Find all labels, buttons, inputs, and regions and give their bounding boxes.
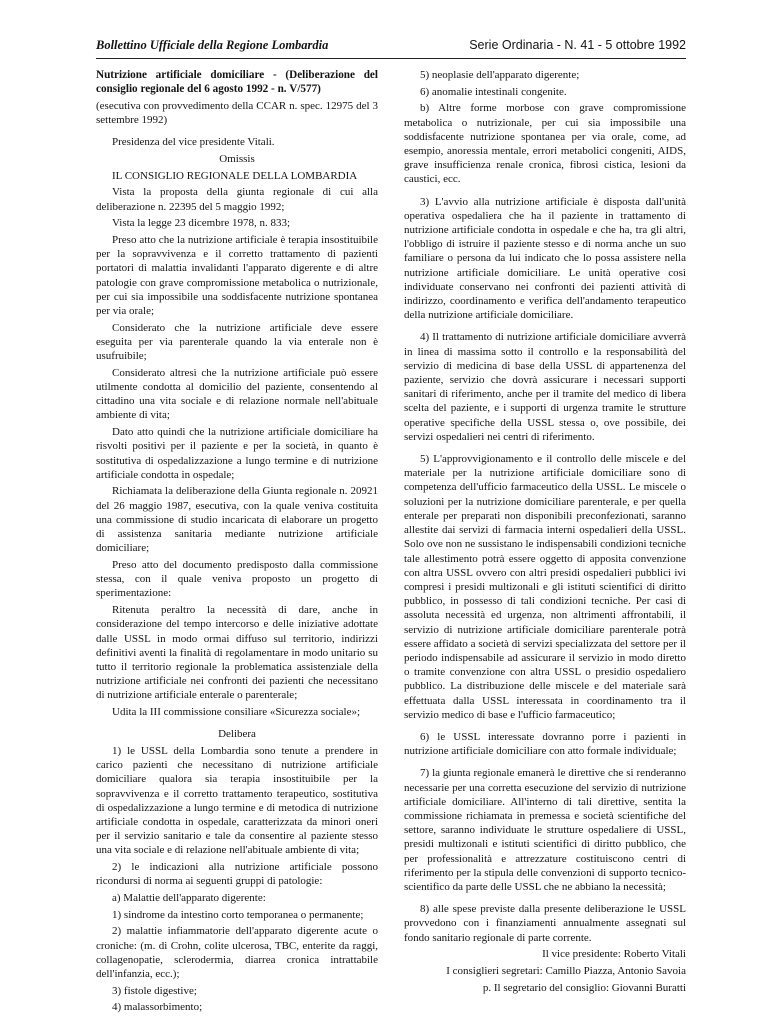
premise-paragraph: Preso atto del documento predisposto dalla commissione stessa, con il quale veniva proposto un progetto di sperimentazione: (96, 559, 378, 600)
premise-paragraph: Vista la legge 23 dicembre 1978, n. 833; (112, 217, 291, 230)
execution-note: (esecutiva con provvedimento della CCAR n. spec. 12975 del 3 settembre 1992) (96, 99, 378, 127)
premise-paragraph: Richiamata la deliberazione della Giunta regionale n. 20921 del 26 maggio 1987, esecutiva, con la quale veniva costituita una commissione di studio incaricata di elaborare un progetto di assistenza sanitaria mediante nutrizione artificiale domiciliare; (96, 485, 378, 555)
resolution-subitem: a) Malattie dell'apparato digerente: (112, 891, 266, 904)
omissis-line: Omissis (219, 153, 255, 166)
resolution-item: 7) la giunta regionale emanerà le direttive che si renderanno necessarie per una corretta esecuzione del servizio di nutrizione artificiale domiciliare. All'interno di tali direttive, sentita la commissione richiamata in premessa e società scientifiche del settore, saranno individuate le strutture ospedaliere di USSL, presidi multizonali e istituti scientifici di diritto pubblico, che per professionalità e attrezzature costituiscono centri di riferimento per la stipula delle convenzioni di supporto tecnico-scientifico da parte delle USSL che ne abbiano la necessità; (404, 767, 686, 893)
premise-paragraph: Considerato altresì che la nutrizione artificiale può essere utilmente condotta al domicilio del paziente, consentendo al cittadino una vita sociale e di relazione normale nell'abituale ambiente di vita; (96, 366, 378, 422)
page-header (96, 38, 686, 59)
issue-info: Serie Ordinaria - N. 41 - 5 ottobre 1992 (469, 38, 686, 52)
resolution-subitem: 3) fistole digestive; (112, 984, 197, 997)
resolution-subitem: 2) malattie infiammatorie dell'apparato digerente acute o croniche: (m. di Crohn, colite ulcerosa, TBC, enterite da raggi, collagenopatie, sclerodermia, diarrea cronica intrattabile dell'infanzia, ecc.); (96, 925, 378, 980)
signature-council-secretary: p. Il segretario del consiglio: Giovanni Buratti (482, 981, 686, 994)
resolution-item: 6) le USSL interessate dovranno porre i pazienti in nutrizione artificiale domiciliare con atto formale individuale; (404, 730, 686, 758)
resolution-item: 8) alle spese previste dalla presente deliberazione le USSL provvedono con i finanziamenti annualmente assegnati sul fondo sanitario regionale di parte corrente. (404, 903, 686, 944)
resolution-subitem: b) Altre forme morbose con grave compromissione metabolica o nutrizionale, per cui sia impossibile una soddisfacente nutrizione spontanea per via orale, come, ad esempio, anoressia mentale, errori metabolici congeniti, AIDS, grave insufficienza renale cronica, fibrosi cistica, lesioni da caustici, ecc. (404, 102, 686, 186)
delibera-heading: Delibera (218, 728, 256, 741)
publication-title: Bollettino Ufficiale della Regione Lombardia (96, 38, 329, 52)
premise-paragraph: Considerato che la nutrizione artificiale deve essere eseguita per via parenterale quando la via enterale non è usufruibile; (96, 321, 378, 363)
resolution-subitem: 6) anomalie intestinali congenite. (420, 85, 567, 98)
council-heading: IL CONSIGLIO REGIONALE DELLA LOMBARDIA (112, 169, 358, 182)
signature-vice-president: Il vice presidente: Roberto Vitali (542, 948, 686, 961)
presidency-line: Presidenza del vice presidente Vitali. (112, 136, 275, 149)
left-column (96, 68, 378, 1017)
resolution-subitem: 1) sindrome da intestino corto temporanea o permanente; (112, 908, 364, 921)
resolution-subitem: 4) malassorbimento; (112, 1001, 203, 1014)
premise-paragraph: Vista la proposta della giunta regionale di cui alla deliberazione n. 22395 del 5 maggio 1992; (96, 186, 378, 213)
resolution-item: 5) L'approvvigionamento e il controllo delle miscele e del materiale per la nutrizione artificiale domiciliare sono di competenza dell'ufficio farmaceutico della USSL. Le miscele o soluzioni per la nutrizione domiciliare parenterale, e per quella enterale per preparati non disponibili preconfezionati, saranno allestite dai servizi di farmacia interni ospedalieri della USSL. Solo ove non ne sussistano le indispensabili condizioni tecniche tale allestimento potrà essere oggetto di apposita convenzione con altra USSL ovvero con altri presidi ospedalieri pubblici ivi compresi i presidi multizonali e gli istituti scientifici di diritto pubblico, in possesso di tali condizioni tecniche. Per casi di assoluta necessità ed urgenza, non altrimenti affrontabili, il servizio di nutrizione artificiale domiciliare parenterale potrà essere affidato a società di servizi specializzata del settore per il periodo indispensabile ad assicurare il servizio in modo diretto o tramite convenzione con altra USSL o presidio ospedaliero pubblico. La distribuzione delle miscele e del materiale sarà effettuata dalla USSL interessata in coordinamento tra il servizio medico di base e l'ufficio farmaceutico; (404, 453, 686, 721)
resolution-item: 3) L'avvio alla nutrizione artificiale è disposta dall'unità operativa ospedaliera che ha il paziente in trattamento di nutrizione artificiale condotta in ospedale e che ha, tra gli altri, l'obbligo di istruire il paziente stesso e di norma anche un suo familiare o persona da lui indicato che lo possa assistere nella nutrizione artificiale domiciliare. Le unità operative così individuate conservano nei confronti dei pazienti attività di indirizzo, coordinamento e verifica dell'andamento terapeutico della nutrizione artificiale domiciliare. (404, 195, 686, 322)
premise-paragraph: Ritenuta peraltro la necessità di dare, anche in considerazione del tempo intercorso e delle iniziative adottate dalle USSL in modo ormai diffuso sul territorio, indirizzi definitivi aventi la finalità di regolamentare in modo unitario su tutto il territorio regionale la problematica assistenziale della nutrizione artificiale nei confronti dei pazienti che necessitano di nutrizione artificiale enterale o parenterale; (96, 604, 378, 702)
premise-paragraph: Dato atto quindi che la nutrizione artificiale domiciliare ha risvolti positivi per il paziente e per la società, in quanto è sostitutiva di ospedalizzazione a lungo termine e di nutrizione artificiale condotta in ospedale; (96, 426, 378, 481)
premise-paragraph: Udita la III commissione consiliare «Sicurezza sociale»; (112, 706, 361, 719)
document-title: Nutrizione artificiale domiciliare - (Deliberazione del consiglio regionale del 6 agosto 1992 - n. V/577) (96, 69, 378, 96)
resolution-item: 2) le indicazioni alla nutrizione artificiale possono ricondursi di norma ai seguenti gruppi di patologie: (96, 861, 378, 888)
resolution-subitem: 5) neoplasie dell'apparato digerente; (420, 69, 580, 81)
right-column (404, 68, 686, 997)
resolution-item: 1) le USSL della Lombardia sono tenute a prendere in carico pazienti che necessitano di nutrizione artificiale domiciliare qualora sia terapia insostituibile per la sopravvivenza e il corretto trattamento terapeutico, sostitutiva di ospedalizzazione a lungo termine e di metodica di nutrizione artificiale condotta in ospedale, caratterizzata da minori oneri per il servizio sanitario e tale da consentire al paziente stesso una vita sociale e di relazione nell'abituale ambiente di vita; (96, 744, 378, 857)
signature-secretaries: I consiglieri segretari: Camillo Piazza, Antonio Savoia (446, 964, 686, 977)
premise-paragraph: Preso atto che la nutrizione artificiale è terapia insostituibile per la sopravvivenza e il corretto trattamento di pazienti portatori di malattia invalidanti l'apparato digerente e di altre patologie con grave compromissione metabolica o nutrizionale, per cui sia impossibile una soddisfacente nutrizione spontanea per via orale; (96, 234, 378, 318)
resolution-item: 4) Il trattamento di nutrizione artificiale domiciliare avverrà in linea di massima sotto il controllo e la responsabilità del servizio di medicina di base della USSL di appartenenza del paziente, servizio che dovrà assicurare i necessari supporti sanitari di riferimento, anche per il tramite del medico di libera scelta del paziente, e i supporti di urgenza tramite le strutture operative specifiche della USSL stessa o, ove possibile, dei servizi ospedalieri nei centri di riferimento. (404, 331, 686, 443)
